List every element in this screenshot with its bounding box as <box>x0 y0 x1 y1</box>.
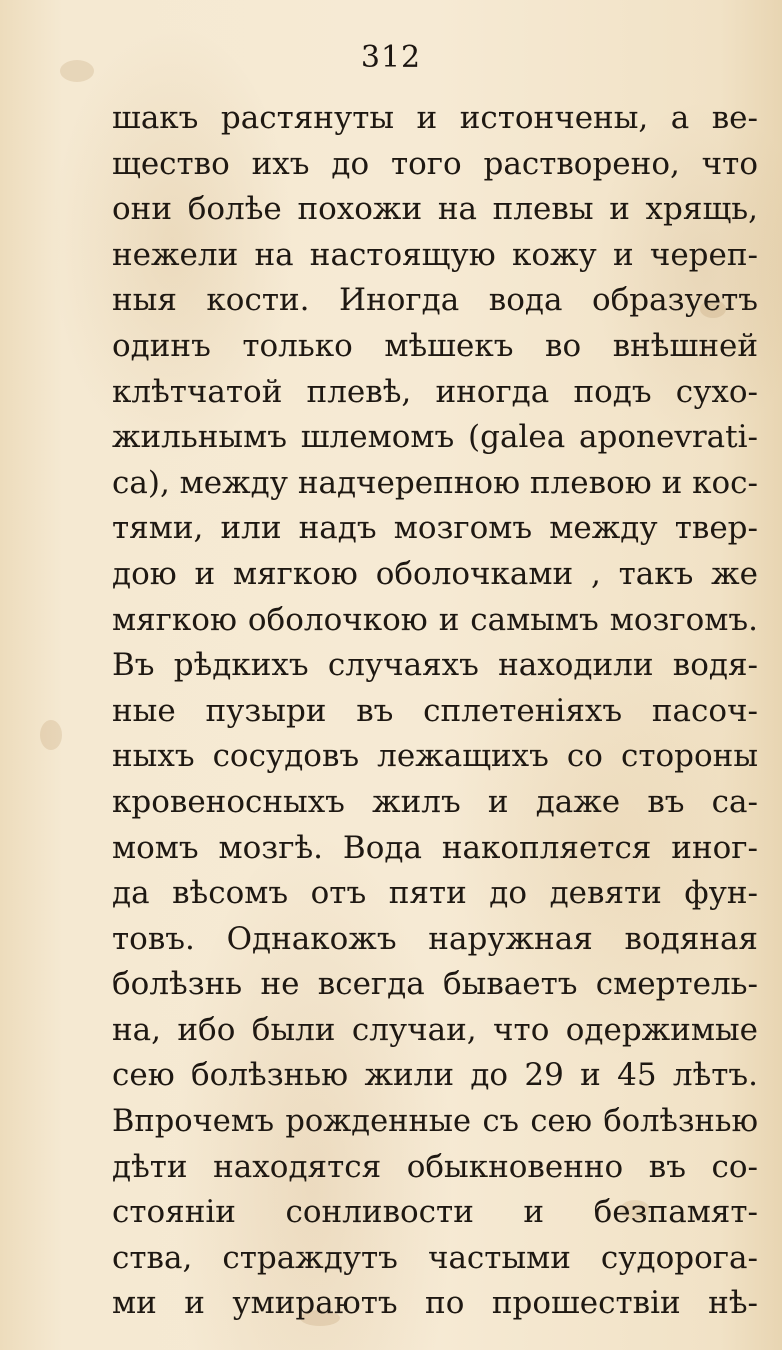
text-line: на, ибо были случаи, что одержимые <box>112 1011 758 1048</box>
text-line: ства, страждутъ частыми судорога- <box>112 1239 758 1276</box>
body-text <box>112 96 758 1327</box>
text-line: момъ мозгѣ. Вода накопляется иног- <box>112 829 758 866</box>
text-line: мягкою оболочкою и самымъ мозгомъ. <box>112 601 758 638</box>
paper-stain <box>40 720 62 750</box>
text-line: нежели на настоящую кожу и череп- <box>112 236 758 273</box>
text-line: одинъ только мѣшекъ во внѣшней <box>112 327 758 364</box>
text-line: тями, или надъ мозгомъ между твер- <box>112 510 758 547</box>
text-line: Впрочемъ рожденные съ сею болѣзнью <box>112 1104 758 1140</box>
text-line: товъ. Однакожъ наружная водяная <box>112 920 758 957</box>
text-line: щество ихъ до того растворено, что <box>112 145 758 182</box>
text-line: шакъ растянуты и истончены, а ве- <box>112 100 758 136</box>
text-line: дѣти находятся обыкновенно въ со- <box>112 1148 758 1185</box>
text-line: ми и умираютъ по прошествіи нѣ- <box>112 1285 758 1322</box>
text-line: они болѣе похожи на плевы и хрящь, <box>112 191 758 228</box>
text-line: ныхъ сосудовъ лежащихъ со стороны <box>112 738 758 775</box>
text-line: Въ рѣдкихъ случаяхъ находили водя- <box>112 647 758 684</box>
text-line: да вѣсомъ отъ пяти до девяти фун- <box>112 875 758 912</box>
text-line: клѣтчатой плевѣ, иногда подъ сухо- <box>112 373 758 410</box>
text-line: ныя кости. Иногда вода образуетъ <box>112 282 758 319</box>
text-line: стояніи сонливости и безпамят- <box>112 1194 758 1231</box>
text-line: кровеносныхъ жилъ и даже въ са- <box>112 783 758 820</box>
page-number: 312 <box>360 40 422 75</box>
text-line: болѣзнь не всегда бываетъ смертель- <box>112 966 758 1003</box>
text-line: дою и мягкою оболочками , такъ же <box>112 555 758 592</box>
text-line: жильнымъ шлемомъ (galea aponevrati- <box>112 419 758 456</box>
text-line: сею болѣзнью жили до 29 и 45 лѣтъ. <box>112 1057 758 1094</box>
text-line: ные пузыри въ сплетеніяхъ пасоч- <box>112 692 758 729</box>
text-line: ca), между надчерепною плевою и кос- <box>112 464 758 501</box>
